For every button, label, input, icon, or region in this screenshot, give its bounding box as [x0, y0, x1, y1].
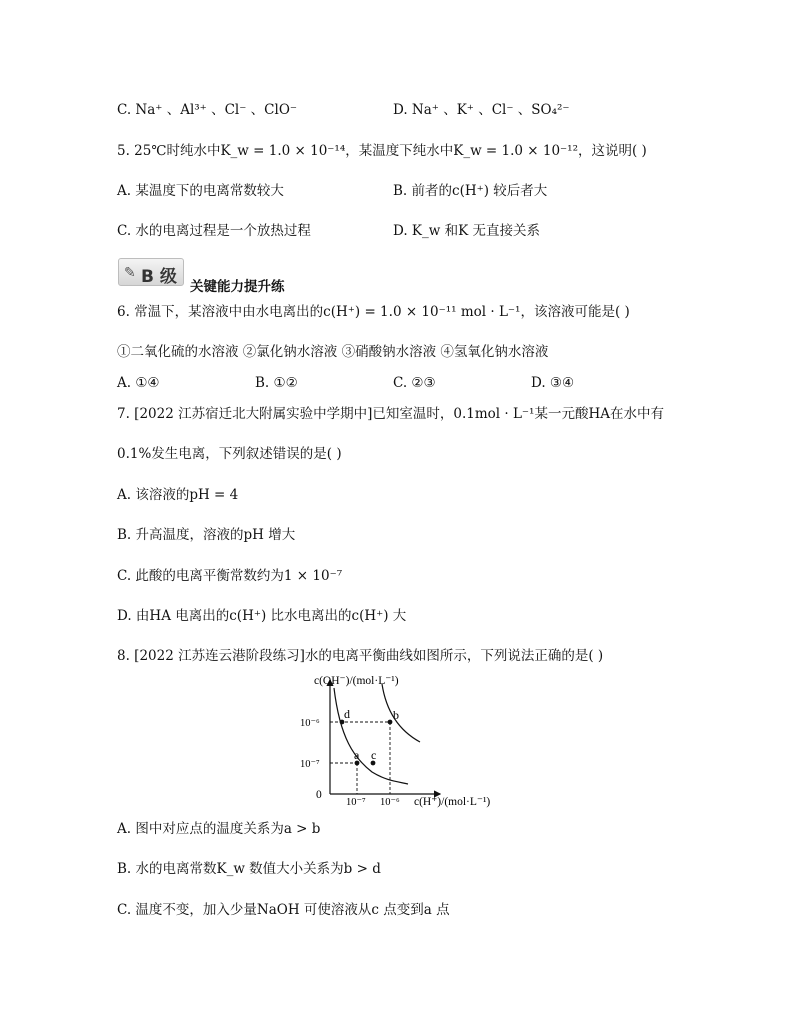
q6-stem: 6. 常温下，某溶液中由水电离出的c(H⁺) = 1.0 × 10⁻¹¹ mol · L⁻¹，该溶液可能是( )	[117, 304, 630, 320]
q7-option-b: B. 升高温度，溶液的pH 增大	[117, 527, 296, 543]
q6-option-b: B. ①②	[255, 375, 298, 391]
point-b	[388, 720, 393, 725]
water-ionization-figure	[290, 668, 510, 816]
q8-option-c: C. 温度不变，加入少量NaOH 可使溶液从c 点变到a 点	[117, 902, 450, 918]
origin-label: 0	[316, 789, 322, 801]
q5-option-b: B. 前者的c(H⁺) 较后者大	[393, 183, 548, 199]
x-tick-low: 10⁻⁷	[346, 797, 366, 808]
q5-stem: 5. 25℃时纯水中K_w = 1.0 × 10⁻¹⁴，某温度下纯水中K_w = 1.0 × 10⁻¹²，这说明( )	[117, 143, 647, 159]
q8-option-a: A. 图中对应点的温度关系为a > b	[117, 821, 321, 837]
section-badge-label: B 级	[141, 267, 177, 287]
section-title: 关键能力提升练	[190, 279, 285, 295]
x-axis-label: c(H⁺)/(mol·L⁻¹)	[414, 796, 491, 808]
q7-stem-line2: 0.1%发生电离，下列叙述错误的是( )	[117, 446, 342, 462]
q7-option-c: C. 此酸的电离平衡常数约为1 × 10⁻⁷	[117, 568, 343, 584]
q5-option-c: C. 水的电离过程是一个放热过程	[117, 223, 311, 239]
section-badge	[118, 258, 184, 286]
x-tick-high: 10⁻⁶	[380, 797, 400, 808]
point-d-label: d	[344, 707, 350, 721]
y-tick-high: 10⁻⁶	[300, 718, 320, 729]
q7-option-d: D. 由HA 电离出的c(H⁺) 比水电离出的c(H⁺) 大	[117, 608, 407, 624]
q5-option-a: A. 某温度下的电离常数较大	[117, 183, 284, 199]
isotherm-curve-high	[382, 684, 420, 742]
q7-option-a: A. 该溶液的pH = 4	[117, 487, 239, 503]
q8-option-b: B. 水的电离常数K_w 数值大小关系为b > d	[117, 861, 381, 877]
q6-option-a: A. ①④	[117, 375, 160, 391]
q6-option-c: C. ②③	[393, 375, 436, 391]
point-b-label: b	[393, 708, 399, 722]
q6-choices: ①二氧化硫的水溶液 ②氯化钠水溶液 ③硝酸钠水溶液 ④氢氧化钠水溶液	[117, 344, 549, 360]
q7-stem-line1: 7. [2022 江苏宿迁北大附属实验中学期中]已知室温时，0.1mol · L⁻¹某一元酸HA在水中有	[117, 406, 664, 422]
y-axis-label: c(OH⁻)/(mol·L⁻¹)	[314, 675, 399, 687]
isotherm-curve-low	[334, 688, 408, 784]
pencil-icon: ✎	[124, 265, 136, 281]
q6-option-d: D. ③④	[531, 375, 575, 391]
q5-option-d: D. K_w 和K 无直接关系	[393, 223, 540, 239]
point-c-label: c	[371, 748, 377, 762]
q4-option-c: C. Na⁺ 、Al³⁺ 、Cl⁻ 、ClO⁻	[117, 102, 298, 118]
q8-stem: 8. [2022 江苏连云港阶段练习]水的电离平衡曲线如图所示，下列说法正确的是( )	[117, 648, 604, 664]
point-a-label: a	[354, 748, 360, 762]
y-tick-low: 10⁻⁷	[300, 759, 320, 770]
q4-option-d: D. Na⁺ 、K⁺ 、Cl⁻ 、SO₄²⁻	[393, 102, 570, 118]
